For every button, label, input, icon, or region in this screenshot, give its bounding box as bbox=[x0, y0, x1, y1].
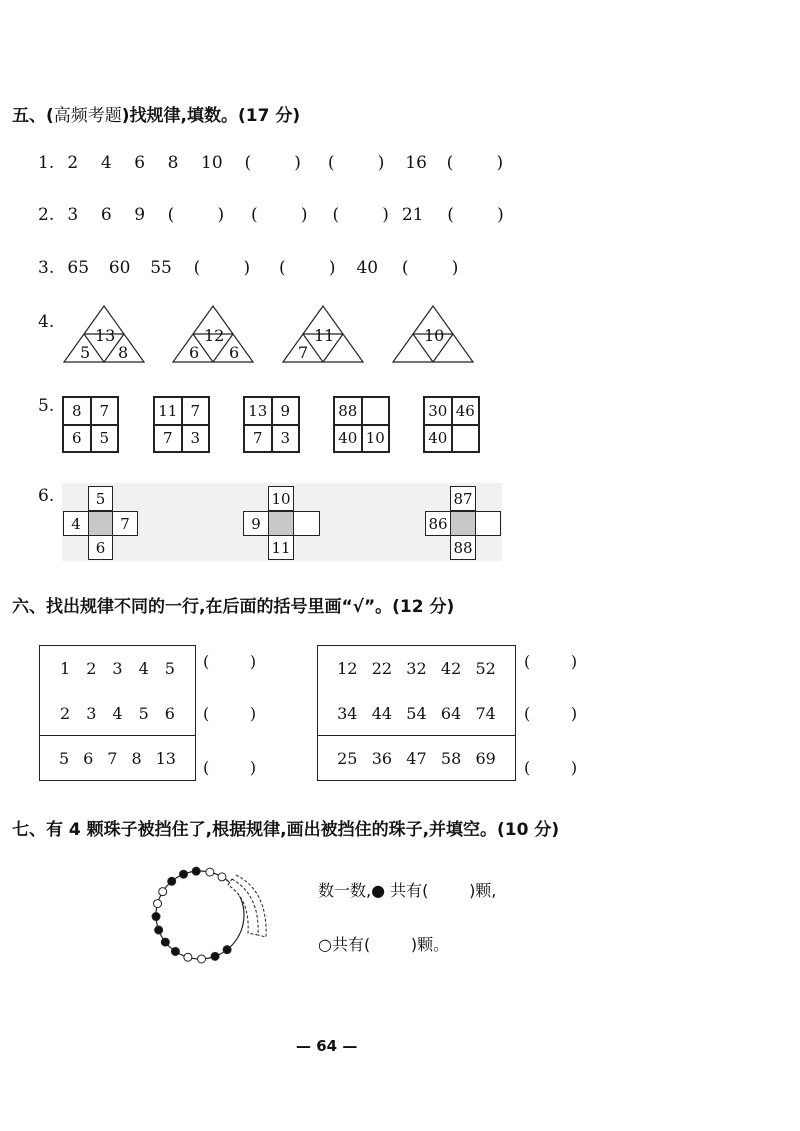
black-bead bbox=[171, 947, 179, 955]
table-right-row-3: 25 36 47 58 69 bbox=[337, 749, 496, 768]
table-left-divider bbox=[40, 735, 195, 736]
bead-ring bbox=[140, 855, 280, 975]
grid-1: 8 7 6 5 bbox=[62, 396, 119, 453]
cross-1-left: 4 bbox=[63, 511, 89, 536]
cross-1-right: 7 bbox=[112, 511, 138, 536]
cross-3-left: 86 bbox=[425, 511, 451, 536]
question-6-label: 6. bbox=[38, 486, 55, 506]
black-bead bbox=[211, 952, 219, 960]
answer-paren-right-1[interactable]: ( ) bbox=[524, 652, 578, 671]
white-bead bbox=[218, 873, 226, 881]
black-bead bbox=[152, 913, 160, 921]
cross-2-top: 10 bbox=[268, 486, 294, 511]
black-bead bbox=[155, 926, 163, 934]
table-right-row-1: 12 22 32 42 52 bbox=[337, 659, 496, 678]
triangle-2-right: 6 bbox=[229, 343, 240, 362]
section-5-heading: 五、(高频考题)找规律,填数。(17 分) bbox=[12, 106, 301, 126]
cross-1-center bbox=[88, 511, 113, 536]
table-right bbox=[317, 645, 516, 781]
black-bead bbox=[180, 870, 188, 878]
table-right-row-2: 34 44 54 64 74 bbox=[337, 704, 496, 723]
table-left-row-2: 2 3 4 5 6 bbox=[60, 704, 175, 723]
answer-blank[interactable]: ( ) bbox=[446, 153, 504, 173]
black-bead bbox=[223, 946, 231, 954]
cross-3-top: 87 bbox=[450, 486, 476, 511]
section-6-heading: 六、找出规律不同的一行,在后面的括号里画“√”。(12 分) bbox=[12, 597, 455, 617]
table-left-row-1: 1 2 3 4 5 bbox=[60, 659, 175, 678]
white-bead bbox=[184, 953, 192, 961]
black-bead bbox=[168, 877, 176, 885]
table-left bbox=[39, 645, 196, 781]
cross-2-center bbox=[268, 511, 294, 536]
answer-blank[interactable]: ( ) bbox=[401, 258, 459, 278]
triangle-3-top: 11 bbox=[314, 326, 335, 345]
answer-blank[interactable]: ( ) bbox=[251, 205, 308, 225]
black-bead bbox=[161, 938, 169, 946]
white-bead bbox=[153, 900, 161, 908]
answer-paren-left-2[interactable]: ( ) bbox=[203, 704, 257, 723]
question-5-label: 5. bbox=[38, 396, 55, 416]
cross-3-bottom: 88 bbox=[450, 535, 476, 560]
triangle-1-right: 8 bbox=[118, 343, 129, 362]
grid-5: 30 46 40 bbox=[423, 396, 480, 453]
answer-blank[interactable]: ( ) bbox=[279, 258, 336, 278]
answer-paren-left-3[interactable]: ( ) bbox=[203, 758, 257, 777]
cross-1-top: 5 bbox=[88, 486, 113, 511]
answer-paren-right-2[interactable]: ( ) bbox=[524, 704, 578, 723]
triangle-2-top: 12 bbox=[204, 326, 225, 345]
cross-3-right[interactable] bbox=[475, 511, 501, 536]
tag-high-frequency: 高频考题 bbox=[53, 106, 122, 126]
question-4-label: 4. bbox=[38, 312, 55, 332]
triangle-1-top: 13 bbox=[95, 326, 116, 345]
triangle-3-left: 7 bbox=[298, 343, 309, 362]
white-bead bbox=[159, 888, 167, 896]
answer-blank[interactable]: ( ) bbox=[327, 153, 385, 173]
triangle-2-left: 6 bbox=[189, 343, 200, 362]
count-black-beads[interactable]: 数一数,● 共有( )颗, bbox=[318, 881, 497, 900]
answer-blank[interactable]: ( ) bbox=[447, 205, 504, 225]
question-1: 1. 2 4 6 8 10 ( ) ( ) 16 ( ) bbox=[38, 153, 507, 173]
grid-3: 13 9 7 3 bbox=[243, 396, 300, 453]
grid-4: 88 40 10 bbox=[333, 396, 390, 453]
white-bead bbox=[206, 868, 214, 876]
white-bead bbox=[198, 955, 206, 963]
answer-blank[interactable]: ( ) bbox=[244, 153, 301, 173]
cross-2-bottom: 11 bbox=[268, 535, 294, 560]
answer-paren-right-3[interactable]: ( ) bbox=[524, 758, 578, 777]
table-right-divider bbox=[318, 735, 515, 736]
section-7-heading: 七、有 4 颗珠子被挡住了,根据规律,画出被挡住的珠子,并填空。(10 分) bbox=[12, 820, 560, 840]
cross-1-bottom: 6 bbox=[88, 535, 113, 560]
answer-blank[interactable]: ( ) bbox=[332, 205, 389, 225]
cross-2-left: 9 bbox=[243, 511, 269, 536]
grid-2: 11 7 7 3 bbox=[153, 396, 210, 453]
black-bead bbox=[192, 867, 200, 875]
triangle-4-top: 10 bbox=[424, 326, 445, 345]
answer-blank[interactable]: ( ) bbox=[193, 258, 251, 278]
answer-paren-left-1[interactable]: ( ) bbox=[203, 652, 257, 671]
table-left-row-3: 5 6 7 8 13 bbox=[58, 749, 176, 768]
answer-blank[interactable]: ( ) bbox=[167, 205, 225, 225]
page-number: — 64 — bbox=[296, 1037, 358, 1055]
cross-2-right[interactable] bbox=[293, 511, 320, 536]
count-white-beads[interactable]: ○共有( )颗。 bbox=[318, 935, 450, 954]
triangle-1-left: 5 bbox=[80, 343, 91, 362]
question-3: 3. 65 60 55 ( ) ( ) 40 ( ) bbox=[38, 258, 462, 278]
cross-3-center bbox=[450, 511, 476, 536]
question-2: 2. 3 6 9 ( ) ( ) ( ) 21 ( ) bbox=[38, 205, 507, 225]
